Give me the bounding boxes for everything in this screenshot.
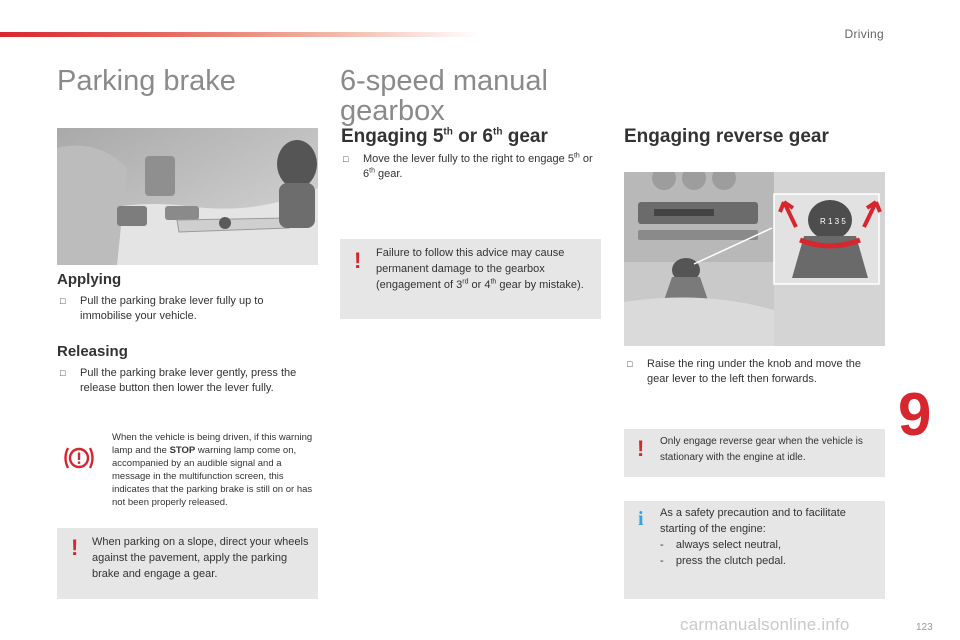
exclamation-icon: !: [637, 436, 645, 461]
exclamation-icon: !: [71, 535, 79, 560]
releasing-text: □ Pull the parking brake lever gently, press the release button then lower the lever fully.: [60, 367, 297, 394]
safety-item: - always select neutral,: [660, 539, 782, 551]
svg-text:R 1 3 5: R 1 3 5: [820, 217, 846, 226]
reverse-gear-warning: ! Only engage reverse gear when the vehicle is stationary with the engine at idle.: [624, 429, 885, 477]
reverse-gear-heading: Engaging reverse gear: [624, 126, 829, 147]
engage-5-6-heading: Engaging 5th or 6th gear: [341, 126, 548, 147]
releasing-heading: Releasing: [57, 343, 128, 360]
applying-text: □ Pull the parking brake lever fully up to immobilise your vehicle.: [60, 295, 264, 322]
header-accent-bar: [0, 32, 480, 37]
checkbox-bullet-icon: □: [343, 154, 349, 164]
gearbox-title-line1: 6-speed manual: [340, 65, 548, 97]
exclamation-icon: !: [354, 248, 362, 273]
reverse-gear-text: □ Raise the ring under the knob and move the gear lever to the left then forwards.: [627, 358, 862, 385]
info-icon: i: [638, 508, 644, 530]
parking-brake-photo: [57, 128, 318, 265]
engage-5-6-text: □ Move the lever fully to the right to engage 5th or 6th gear.: [343, 152, 593, 180]
section-name: Driving: [844, 27, 884, 41]
page-number: 123: [916, 622, 933, 633]
safety-info-note: i As a safety precaution and to facilitate starting of the engine: - always select neutral, - press the clutch pedal.: [624, 501, 885, 599]
applying-heading: Applying: [57, 271, 122, 288]
checkbox-bullet-icon: □: [60, 368, 66, 378]
parking-brake-warning-icon: [62, 444, 96, 477]
checkbox-bullet-icon: □: [627, 359, 633, 369]
safety-item: - press the clutch pedal.: [660, 555, 786, 567]
gearbox-damage-warning: ! Failure to follow this advice may cause permanent damage to the gearbox (engagement of 3rd or 4th gear by mistake).: [340, 239, 601, 319]
checkbox-bullet-icon: □: [60, 296, 66, 306]
parking-brake-title: Parking brake: [57, 65, 236, 97]
reverse-gear-photo: [624, 172, 885, 346]
gearbox-title-line2: gearbox: [340, 95, 445, 127]
watermark: carmanualsonline.info: [680, 615, 850, 634]
slope-warning-note: ! When parking on a slope, direct your wheels against the pavement, apply the parking brake and engage a gear.: [57, 528, 318, 599]
warning-lamp-note: When the vehicle is being driven, if this warning lamp and the STOP warning lamp come on, accompanied by an audible signal and a message in the multifunction screen, this indicates that the parking brake is still on or has not been properly released.: [112, 432, 313, 508]
chapter-number: 9: [898, 381, 932, 448]
